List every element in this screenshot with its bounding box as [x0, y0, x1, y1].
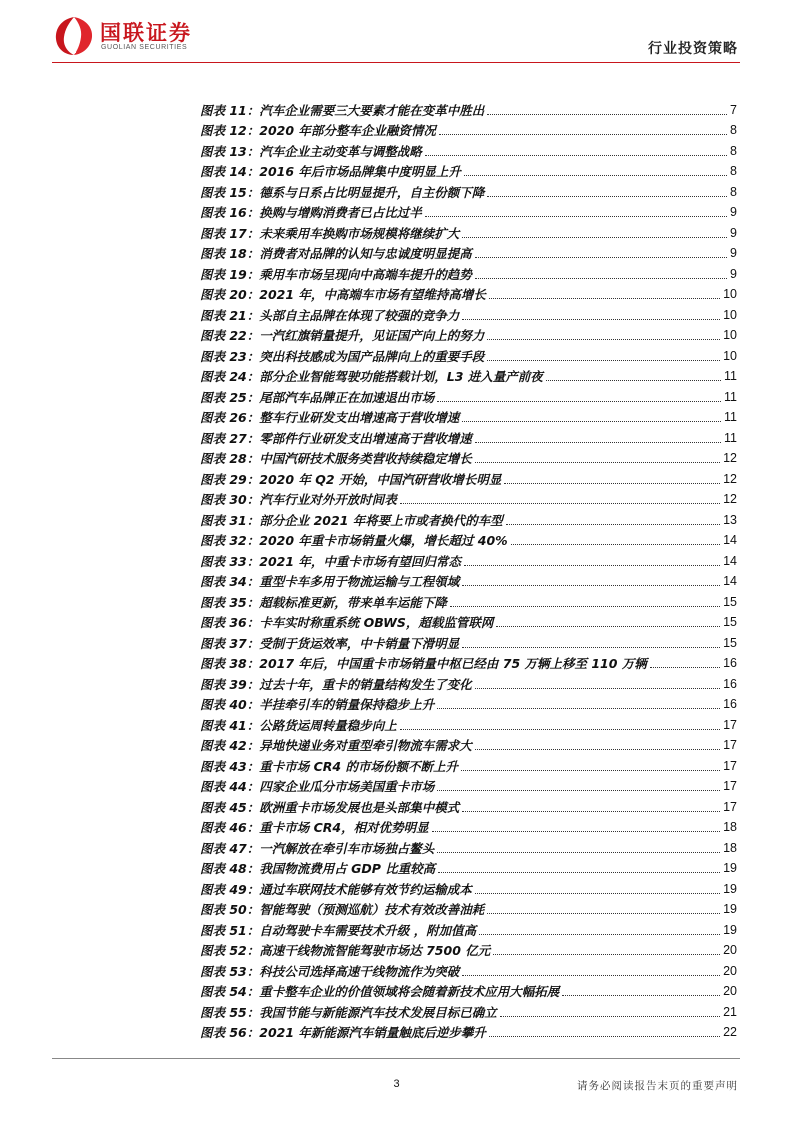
footer-divider: [52, 1058, 740, 1059]
toc-entry[interactable]: [200, 938, 737, 959]
toc-entry-page: 10: [723, 348, 737, 363]
toc-entry[interactable]: [200, 220, 737, 241]
toc-entry[interactable]: [200, 1020, 737, 1041]
toc-dot-leader: [487, 360, 720, 361]
toc-entry-page: 20: [723, 943, 737, 957]
toc-entry-page: 9: [730, 205, 737, 219]
toc-entry-page: 16: [723, 697, 737, 711]
toc-dot-leader: [493, 954, 720, 955]
toc-entry-title: 图表 54：重卡整车企业的价值领域将会随着新技术应用大幅拓展: [200, 984, 560, 999]
toc-entry-title: 图表 46：重卡市场 CR4，相对优势明显: [200, 820, 429, 835]
toc-dot-leader: [432, 831, 720, 832]
toc-entry-title: 图表 51：自动驾驶卡车需要技术升级 ，附加值高: [200, 922, 477, 938]
toc-entry-title: 图表 52：高速干线物流智能驾驶市场达 7500 亿元: [200, 943, 491, 958]
toc-entry-title: 图表 36：卡车实时称重系统 OBWS，超载监管联网: [200, 615, 494, 630]
toc-dot-leader: [496, 626, 720, 627]
toc-dot-leader: [475, 893, 720, 894]
toc-entry[interactable]: [200, 528, 737, 549]
toc-dot-leader: [462, 585, 720, 586]
toc-entry-title: 图表 28：中国汽研技术服务类营收持续稳定增长: [200, 451, 472, 466]
toc-entry[interactable]: [200, 466, 737, 487]
toc-entry-title: 图表 40：半挂牵引车的销量保持稳步上升: [200, 697, 435, 712]
toc-entry-page: 15: [723, 615, 737, 629]
toc-entry[interactable]: [200, 651, 737, 672]
toc-entry-page: 21: [723, 1004, 737, 1019]
toc-entry-title: 图表 47：一汽解放在牵引车市场独占鳌头: [200, 840, 435, 856]
toc-entry[interactable]: [200, 712, 737, 733]
toc-entry-page: 14: [723, 553, 737, 568]
toc-entry[interactable]: [200, 835, 737, 856]
toc-entry[interactable]: [200, 384, 737, 405]
page-header: [0, 0, 793, 72]
toc-dot-leader: [500, 1016, 720, 1017]
company-logo: [52, 15, 212, 57]
toc-entry-title: 图表 21：头部自主品牌在体现了较强的竞争力: [200, 307, 460, 323]
toc-entry[interactable]: [200, 671, 737, 692]
toc-entry-title: 图表 55：我国节能与新能源汽车技术发展目标已确立: [200, 1004, 497, 1020]
toc-entry-title: 图表 42：异地快递业务对重型牵引物流车需求大: [200, 738, 472, 753]
toc-entry-title: 图表 34：重型卡车多用于物流运输与工程領域: [200, 574, 460, 589]
toc-entry-page: 9: [730, 266, 737, 281]
toc-entry[interactable]: [200, 118, 737, 139]
toc-dot-leader: [437, 708, 720, 709]
toc-dot-leader: [400, 503, 720, 504]
toc-entry[interactable]: [200, 753, 737, 774]
toc-dot-leader: [475, 688, 720, 689]
toc-dot-leader: [489, 1036, 720, 1037]
toc-entry[interactable]: [200, 487, 737, 508]
toc-entry[interactable]: [200, 692, 737, 713]
toc-dot-leader: [437, 790, 720, 791]
toc-entry[interactable]: [200, 425, 737, 446]
toc-dot-leader: [462, 237, 727, 238]
logo-mark-icon: [52, 15, 96, 57]
toc-dot-leader: [425, 155, 727, 156]
toc-dot-leader: [562, 995, 720, 996]
toc-entry[interactable]: [200, 282, 737, 303]
toc-entry-page: 10: [723, 307, 737, 322]
toc-dot-leader: [464, 175, 727, 176]
toc-dot-leader: [400, 729, 720, 730]
toc-entry[interactable]: [200, 261, 737, 282]
toc-dot-leader: [650, 667, 720, 668]
toc-entry-title: 图表 30：汽车行业对外开放时间表: [200, 492, 397, 507]
toc-entry-page: 8: [730, 123, 737, 137]
toc-entry[interactable]: [200, 569, 737, 590]
toc-dot-leader: [504, 483, 720, 484]
toc-entry[interactable]: [200, 97, 737, 118]
toc-entry-page: 10: [723, 287, 737, 301]
toc-entry-page: 18: [723, 820, 737, 834]
toc-entry[interactable]: [200, 999, 737, 1020]
toc-entry-title: 图表 26：整车行业研发支出增速高于营收增速: [200, 410, 460, 425]
toc-entry[interactable]: [200, 323, 737, 344]
toc-entry-page: 18: [723, 840, 737, 855]
toc-entry-page: 19: [723, 902, 737, 916]
toc-entry-title: 图表 17：未来乘用车换购市场规模将继续扩大: [200, 225, 460, 241]
toc-entry[interactable]: [200, 343, 737, 364]
toc-entry-page: 12: [723, 471, 737, 486]
toc-entry-page: 14: [723, 574, 737, 588]
toc-entry[interactable]: [200, 138, 737, 159]
toc-entry-page: 19: [723, 881, 737, 896]
toc-entry-page: 8: [730, 143, 737, 158]
toc-dot-leader: [489, 298, 720, 299]
toc-dot-leader: [475, 442, 721, 443]
toc-entry-page: 12: [723, 451, 737, 465]
toc-dot-leader: [487, 339, 720, 340]
header-divider: [52, 62, 740, 63]
toc-dot-leader: [437, 852, 720, 853]
toc-entry[interactable]: [200, 302, 737, 323]
toc-entry[interactable]: [200, 876, 737, 897]
toc-entry[interactable]: [200, 917, 737, 938]
toc-entry-title: 图表 27：零部件行业研发支出增速高于营收增速: [200, 430, 472, 446]
toc-entry-title: 图表 24：部分企业智能驾驶功能搭载计划，L3 进入量产前夜: [200, 369, 543, 384]
toc-entry-title: 图表 20：2021 年，中高端车市场有望维持高增长: [200, 287, 486, 302]
toc-entry[interactable]: [200, 958, 737, 979]
toc-entry-title: 图表 48：我国物流费用占 GDP 比重较高: [200, 861, 436, 876]
toc-dot-leader: [462, 319, 720, 320]
toc-entry-title: 图表 15：德系与日系占比明显提升，自主份额下降: [200, 184, 485, 200]
toc-entry-page: 16: [723, 676, 737, 691]
toc-entry-page: 22: [723, 1025, 737, 1039]
toc-entry[interactable]: [200, 897, 737, 918]
toc-dot-leader: [462, 647, 720, 648]
toc-entry-page: 17: [723, 779, 737, 793]
disclaimer: 请务必阅读报告末页的重要声明: [577, 1080, 738, 1092]
toc-entry-page: 9: [730, 246, 737, 260]
toc-entry-title: 图表 23：突出科技感成为国产品牌向上的重要手段: [200, 348, 485, 364]
toc-entry[interactable]: [200, 241, 737, 262]
toc-dot-leader: [475, 278, 727, 279]
toc-entry-title: 图表 29：2020 年 Q2 开始，中国汽研营收增长明显: [200, 471, 502, 487]
toc-entry-title: 图表 16：换购与增购消费者已占比过半: [200, 205, 422, 220]
toc-entry-page: 17: [723, 738, 737, 752]
toc-dot-leader: [506, 524, 720, 525]
toc-entry[interactable]: [200, 364, 737, 385]
toc-entry-title: 图表 38：2017 年后，中国重卡市场销量中枢已经由 75 万辆上移至 110 万辆: [200, 656, 647, 671]
toc-entry-title: 图表 18：消费者对品牌的认知与忠诚度明显提高: [200, 246, 472, 261]
toc-dot-leader: [475, 257, 727, 258]
toc-entry-page: 19: [723, 922, 737, 937]
toc-entry-title: 图表 22：一汽红旗销量提升，见证国产向上的努力: [200, 328, 485, 343]
figure-index-list: [200, 97, 737, 1040]
toc-entry-title: 图表 14：2016 年后市场品牌集中度明显上升: [200, 164, 461, 179]
toc-dot-leader: [450, 606, 720, 607]
toc-dot-leader: [437, 401, 721, 402]
toc-entry-title: 图表 12：2020 年部分整车企业融资情况: [200, 123, 436, 138]
toc-entry-title: 图表 25：尾部汽车品牌正在加速退出市场: [200, 389, 435, 405]
toc-dot-leader: [487, 913, 720, 914]
toc-entry-page: 7: [730, 102, 737, 117]
toc-entry-title: 图表 53：科技公司选择高速干线物流作为突破: [200, 963, 460, 979]
toc-entry-title: 图表 31：部分企业 2021 年将要上市或者换代的车型: [200, 512, 503, 528]
toc-entry-page: 11: [724, 430, 737, 445]
toc-dot-leader: [511, 544, 720, 545]
toc-entry[interactable]: [200, 589, 737, 610]
toc-entry-title: 图表 56：2021 年新能源汽车销量触底后逆步攀升: [200, 1025, 486, 1040]
toc-entry[interactable]: [200, 856, 737, 877]
toc-entry[interactable]: [200, 179, 737, 200]
toc-entry[interactable]: [200, 794, 737, 815]
toc-entry-page: 9: [730, 225, 737, 240]
toc-dot-leader: [439, 134, 727, 135]
toc-entry[interactable]: [200, 815, 737, 836]
toc-entry[interactable]: [200, 774, 737, 795]
toc-entry[interactable]: [200, 446, 737, 467]
toc-entry-title: 图表 13：汽车企业主动变革与调整战略: [200, 143, 422, 159]
toc-entry-title: 图表 41：公路货运周转量稳步向上: [200, 717, 397, 733]
logo-chinese-name: 国联证券: [100, 21, 192, 45]
toc-entry[interactable]: [200, 979, 737, 1000]
toc-entry-title: 图表 50：智能驾驶（预测巡航）技术有效改善油耗: [200, 902, 485, 917]
toc-entry-title: 图表 39：过去十年，重卡的销量结构发生了变化: [200, 676, 472, 692]
toc-entry[interactable]: [200, 507, 737, 528]
toc-dot-leader: [475, 749, 720, 750]
toc-entry-title: 图表 35：超载标准更新，带来单车运能下降: [200, 594, 447, 610]
toc-dot-leader: [425, 216, 727, 217]
toc-entry-title: 图表 19：乘用车市场呈现向中高端车提升的趋势: [200, 266, 472, 282]
toc-dot-leader: [461, 770, 720, 771]
toc-dot-leader: [487, 114, 727, 115]
toc-entry-title: 图表 33：2021 年，中重卡市场有望回归常态: [200, 553, 461, 569]
page-number: 3: [393, 1078, 400, 1090]
toc-entry-page: 15: [723, 635, 737, 650]
toc-entry-page: 16: [723, 656, 737, 670]
toc-entry[interactable]: [200, 733, 737, 754]
toc-entry-page: 8: [730, 184, 737, 199]
logo-english-name: GUOLIAN SECURITIES: [101, 44, 188, 51]
toc-entry[interactable]: [200, 630, 737, 651]
toc-entry-title: 图表 45：欧洲重卡市场发展也是头部集中模式: [200, 799, 460, 815]
toc-dot-leader: [462, 421, 721, 422]
toc-entry-title: 图表 44：四家企业瓜分市场美国重卡市场: [200, 779, 435, 794]
toc-entry-title: 图表 43：重卡市场 CR4 的市场份额不断上升: [200, 758, 458, 774]
toc-entry-page: 20: [723, 963, 737, 978]
toc-entry-page: 13: [723, 512, 737, 527]
toc-dot-leader: [462, 811, 720, 812]
toc-entry-page: 11: [724, 389, 737, 404]
toc-entry-page: 15: [723, 594, 737, 609]
toc-dot-leader: [479, 934, 720, 935]
toc-dot-leader: [438, 872, 720, 873]
toc-entry[interactable]: [200, 405, 737, 426]
toc-entry-page: 10: [723, 328, 737, 342]
toc-dot-leader: [475, 462, 720, 463]
toc-dot-leader: [462, 975, 720, 976]
toc-entry-page: 20: [723, 984, 737, 998]
toc-entry[interactable]: [200, 159, 737, 180]
toc-entry-page: 11: [724, 410, 737, 424]
toc-entry-title: 图表 49：通过车联网技术能够有效节约运输成本: [200, 881, 472, 897]
toc-dot-leader: [546, 380, 721, 381]
toc-entry-page: 17: [723, 717, 737, 732]
toc-entry[interactable]: [200, 610, 737, 631]
toc-entry-page: 12: [723, 492, 737, 506]
toc-entry-page: 14: [723, 533, 737, 547]
toc-entry-page: 17: [723, 758, 737, 773]
toc-entry-title: 图表 11：汽车企业需要三大要素才能在变革中胜出: [200, 102, 485, 118]
toc-dot-leader: [487, 196, 727, 197]
toc-entry-title: 图表 32：2020 年重卡市场销量火爆，增长超过 40%: [200, 533, 508, 548]
toc-entry[interactable]: [200, 548, 737, 569]
toc-dot-leader: [464, 565, 720, 566]
toc-entry[interactable]: [200, 200, 737, 221]
toc-entry-title: 图表 37：受制于货运效率，中卡销量下滑明显: [200, 635, 460, 651]
report-type: 行业投资策略: [648, 41, 738, 57]
toc-entry-page: 11: [724, 369, 737, 383]
toc-entry-page: 8: [730, 164, 737, 178]
toc-entry-page: 19: [723, 861, 737, 875]
toc-entry-page: 17: [723, 799, 737, 814]
